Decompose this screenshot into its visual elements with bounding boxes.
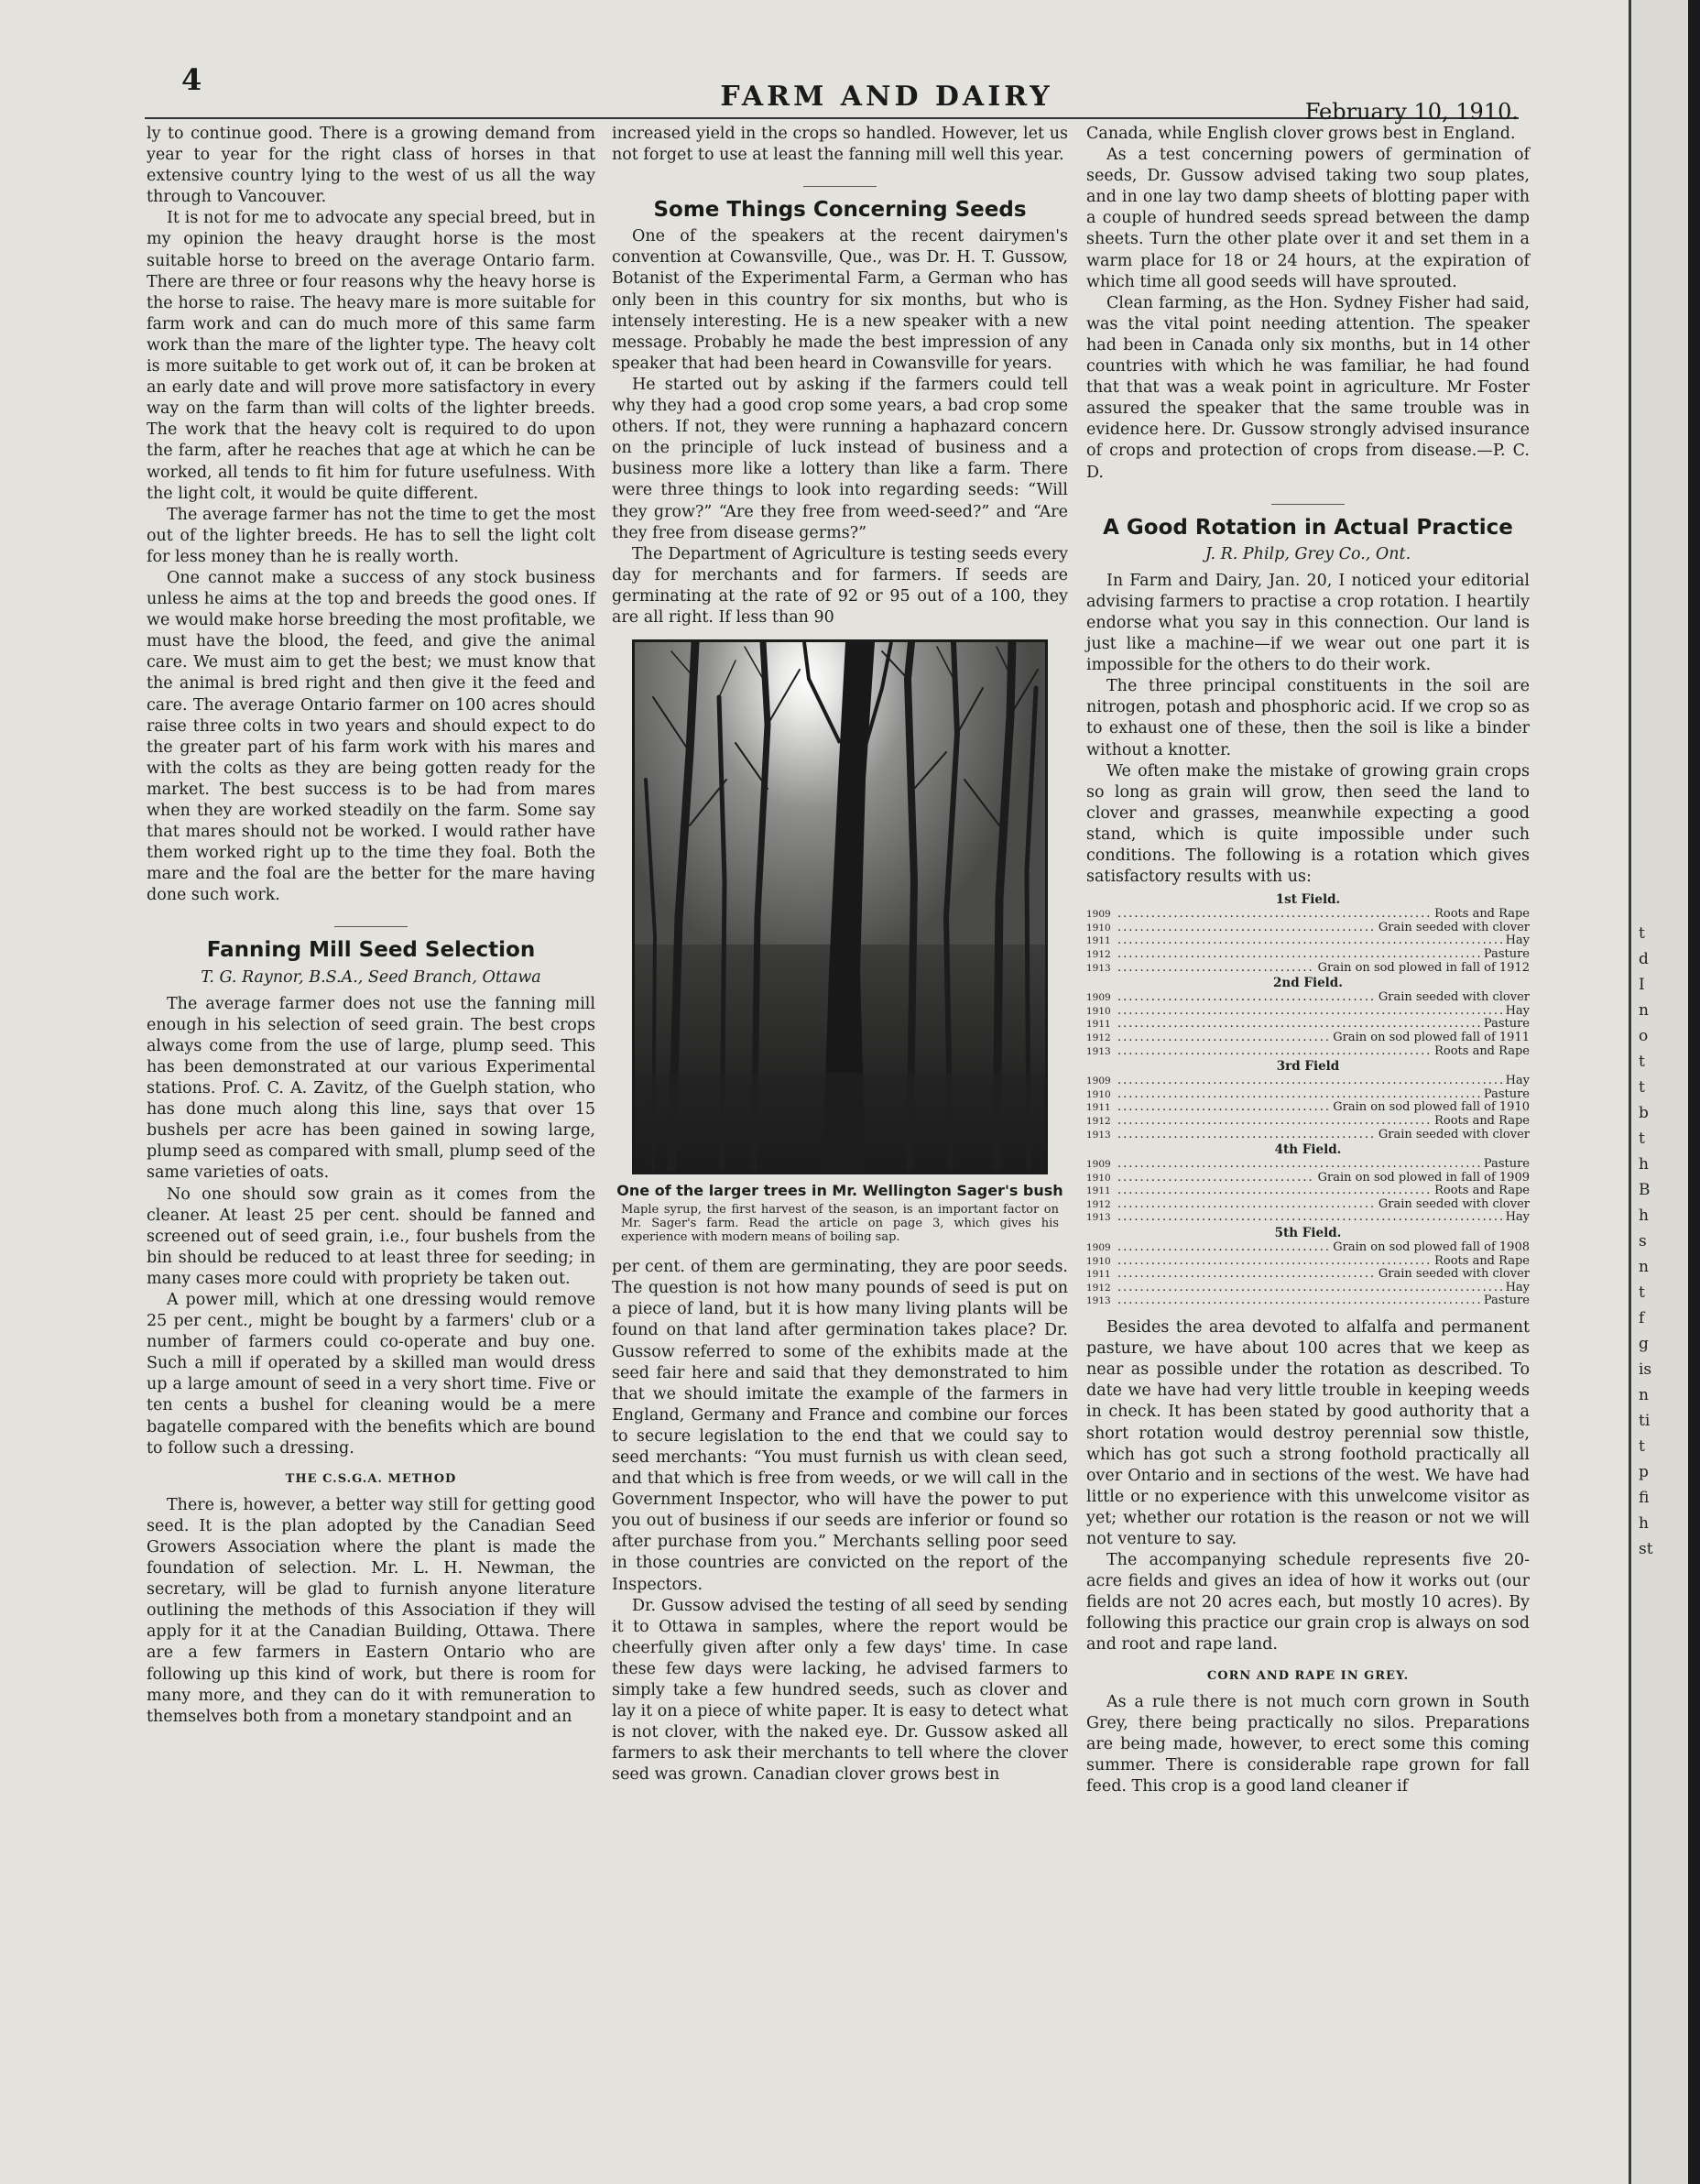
adjacent-page-text: f	[1639, 1309, 1645, 1327]
rotation-schedule	[1086, 891, 1530, 1308]
rotation-crop: Hay	[1505, 1003, 1530, 1018]
adjacent-page-text: fi	[1639, 1489, 1650, 1507]
article-title: A Good Rotation in Actual Practice	[1103, 515, 1513, 540]
adjacent-page-text: d	[1639, 950, 1649, 968]
rotation-year: 1910	[1086, 1088, 1111, 1100]
adjacent-page-text: o	[1639, 1027, 1649, 1045]
paragraph: It is not for me to advocate any special breed, but in my opinion the heavy draught horse is the most suitable horse to breed on the average Ontario farm. There are three or four reasons why the heavy horse is the horse to raise. The heavy mare is more suitable for farm work and can do much more of this same farm work than the mare of the lighter type. The heavy colt is more suitable to get work out of, it can be broken at an early date and will prove more satisfactory in every way on the farm than will colts of the lighter breeds. The work that the heavy colt is required to do upon the farm, after he reaches that age at which he can be worked, all tends to fit him for future usefulness. With the light colt, it would be quite different.	[147, 209, 595, 503]
rotation-row	[1086, 1075, 1530, 1088]
adjacent-page-text: t	[1639, 1053, 1645, 1071]
adjacent-page-text: p	[1639, 1463, 1649, 1481]
rotation-field-title: 5th Field.	[1274, 1226, 1342, 1241]
rotation-year: 1910	[1086, 1005, 1111, 1017]
rotation-crop: Grain seeded with clover	[1378, 1196, 1530, 1211]
tree-photo-image	[635, 642, 1045, 1172]
rotation-crop: Pasture	[1483, 946, 1530, 961]
page-number: 4	[181, 62, 202, 97]
paragraph: Dr. Gussow advised the testing of all seed by sending it to Ottawa in samples, where the report would be cheerfully given after only a few days' time. In case these few days were lacking, he advised farmers to simply take a few hundred seeds, such as clover and lay it on a piece of white paper. It is easy to detect what is not clover, with the naked eye. Dr. Gussow asked all farmers to ask their merchants to tell where the clover seed was grown. Canadian clover grows best in	[612, 1596, 1068, 1785]
dot-leader	[1117, 1282, 1503, 1295]
rotation-crop: Pasture	[1483, 1157, 1530, 1172]
rotation-crop: Grain on sod plowed fall of 1910	[1333, 1100, 1530, 1115]
dot-leader	[1117, 1075, 1503, 1088]
dot-leader	[1117, 1045, 1432, 1059]
rotation-row	[1086, 948, 1530, 962]
adjacent-page-text: I	[1639, 976, 1645, 994]
rotation-year: 1909	[1086, 1242, 1111, 1254]
section-divider	[803, 186, 877, 187]
rotation-year: 1910	[1086, 1172, 1111, 1184]
rotation-field-title: 3rd Field	[1276, 1059, 1340, 1075]
rotation-crop: Roots and Rape	[1434, 1253, 1530, 1268]
rotation-year: 1912	[1086, 1032, 1111, 1043]
paragraph: The average farmer does not use the fanning mill enough in his selection of seed grain. The best crops always come from the use of large, plump seed. This has been demonstrated at our various Experimental stations. Prof. C. A. Zavitz, of the Guelph station, who has done much along this line, says that over 15 bushels per acre has been gained in sowing large, plump seed as compared with small, plump seed of the same varieties of oats.	[147, 994, 595, 1183]
dot-leader	[1117, 1198, 1376, 1212]
dot-leader	[1117, 908, 1432, 922]
rotation-year: 1911	[1086, 1269, 1111, 1281]
rotation-year: 1910	[1086, 922, 1111, 934]
rotation-year: 1912	[1086, 948, 1111, 960]
adjacent-page-text: ti	[1639, 1412, 1651, 1430]
paragraph: The Department of Agriculture is testing seeds every day for merchants and for farmers. If seeds are germinating at the rate of 92 or 95 out of a 100, they are all right. If less than 90	[612, 544, 1068, 627]
article-byline: T. G. Raynor, B.S.A., Seed Branch, Ottawa	[201, 967, 541, 987]
rotation-field-title: 2nd Field.	[1273, 976, 1343, 991]
rotation-row	[1086, 1185, 1530, 1198]
dot-leader	[1117, 1268, 1376, 1282]
rotation-row	[1086, 1255, 1530, 1269]
adjacent-page-text: h	[1639, 1207, 1649, 1225]
dot-leader	[1117, 991, 1376, 1005]
dot-leader	[1117, 1115, 1432, 1129]
rotation-crop: Pasture	[1483, 1017, 1530, 1032]
paragraph: Clean farming, as the Hon. Sydney Fisher had said, was the vital point needing attention. The speaker had been in Canada only six months, but in 14 other countries with which he was familiar, he had found that that was a weak point in agriculture. Mr Foster assured the speaker that the same trouble was in evidence here. Dr. Gussow strongly advised insurance of crops and protection of crops from disease.—P. C. D.	[1086, 293, 1530, 482]
adjacent-page-text: s	[1639, 1232, 1647, 1250]
rotation-crop: Grain on sod plowed in fall of 1912	[1317, 960, 1530, 975]
paragraph: We often make the mistake of growing grain crops so long as grain will grow, then seed the land to clover and grasses, meanwhile expecting a good stand, which is quite impossible under such conditions. The following is a rotation which gives satisfactory results with us:	[1086, 761, 1530, 887]
rotation-crop: Roots and Rape	[1434, 1113, 1530, 1128]
rotation-crop: Grain on sod plowed fall of 1911	[1333, 1030, 1530, 1044]
subheading: CORN AND RAPE IN GREY.	[1206, 1668, 1410, 1683]
article-byline: J. R. Philp, Grey Co., Ont.	[1204, 544, 1411, 563]
rotation-year: 1909	[1086, 909, 1111, 921]
rotation-crop: Roots and Rape	[1434, 1184, 1530, 1198]
adjacent-page-text: t	[1639, 1283, 1645, 1302]
adjacent-page-text: t	[1639, 1130, 1645, 1148]
adjacent-page-text: is	[1639, 1360, 1652, 1379]
paragraph: No one should sow grain as it comes from the cleaner. At least 25 per cent. should be fanned and screened out of seed grain, i.e., four bushels from the bin should be reduced to at least three for seeding; in many cases more could with propriety be taken out.	[147, 1185, 595, 1288]
rotation-row	[1086, 922, 1530, 935]
dot-leader	[1117, 922, 1376, 935]
rotation-year: 1912	[1086, 1282, 1111, 1294]
rotation-year: 1913	[1086, 962, 1111, 974]
rotation-crop: Hay	[1505, 1074, 1530, 1088]
forest-photo	[632, 639, 1048, 1174]
rotation-year: 1909	[1086, 1159, 1111, 1171]
paragraph: increased yield in the crops so handled. However, let us not forget to use at least the fanning mill well this year.	[612, 125, 1068, 165]
rotation-year: 1911	[1086, 935, 1111, 947]
article-title: Fanning Mill Seed Selection	[206, 938, 536, 963]
rotation-year: 1909	[1086, 1076, 1111, 1087]
adjacent-page-text: t	[1639, 1437, 1645, 1456]
rotation-year: 1911	[1086, 1185, 1111, 1197]
dot-leader	[1117, 1185, 1432, 1198]
rotation-crop: Grain seeded with clover	[1378, 990, 1530, 1005]
rotation-row	[1086, 1172, 1530, 1185]
rotation-year: 1913	[1086, 1295, 1111, 1307]
dot-leader	[1117, 1172, 1315, 1185]
dot-leader	[1117, 1241, 1330, 1255]
dot-leader	[1117, 1005, 1503, 1019]
rotation-row	[1086, 991, 1530, 1005]
rotation-row	[1086, 1294, 1530, 1308]
rotation-crop: Hay	[1505, 1280, 1530, 1294]
dot-leader	[1117, 934, 1503, 948]
masthead: FARM AND DAIRY	[720, 81, 1053, 113]
dot-leader	[1117, 1101, 1330, 1115]
rotation-year: 1912	[1086, 1198, 1111, 1210]
rotation-row	[1086, 934, 1530, 948]
paragraph: One of the speakers at the recent dairymen's convention at Cowansville, Que., was Dr. H. T. Gussow, Botanist of the Experimental Farm, a German who has only been in this country for six months, but who is intensely interesting. He is a new speaker with a new message. Probably he made the best impression of any speaker that had been heard in Cowansville for years.	[612, 227, 1068, 373]
adjacent-page-text: n	[1639, 1001, 1649, 1020]
rotation-row	[1086, 1282, 1530, 1295]
rotation-year: 1913	[1086, 1212, 1111, 1224]
rotation-row	[1086, 1018, 1530, 1032]
rotation-crop: Grain seeded with clover	[1378, 920, 1530, 934]
photo-caption-title: One of the larger trees in Mr. Wellington Sager's bush	[616, 1182, 1063, 1200]
rotation-crop: Hay	[1505, 934, 1530, 948]
paragraph: A power mill, which at one dressing would remove 25 per cent., might be bought by a farmers' club or a number of farmers could co-operate and buy one. Such a mill if operated by a skilled man would dress up a large amount of seed in a very short time. Five or ten cents a bushel for cleaning would be a mere bagatelle compared with the benefits which are bound to follow such a dressing.	[147, 1290, 595, 1458]
rotation-year: 1911	[1086, 1102, 1111, 1114]
issue-date: February 10, 1910.	[1304, 99, 1519, 125]
rotation-crop: Roots and Rape	[1434, 1043, 1530, 1058]
rotation-row	[1086, 1198, 1530, 1212]
article-title: Some Things Concerning Seeds	[653, 198, 1027, 223]
paragraph: There is, however, a better way still for getting good seed. It is the plan adopted by the Canadian Seed Growers Association where the plant is made the foundation of selection. Mr. L. H. Newman, the secretary, will be glad to furnish anyone literature outlining the methods of this Association if they will apply for it at the Canadian Building, Ottawa. There are a few farmers in Eastern Ontario who are following up this kind of work, but there is room for many more, and they can do it with remuneration to themselves both from a monetary standpoint and an	[147, 1495, 595, 1726]
adjacent-page-text: st	[1639, 1540, 1653, 1558]
paragraph: The three principal constituents in the soil are nitrogen, potash and phosphoric acid. If we crop so as to exhaust one of these, then the soil is like a binder without a knotter.	[1086, 677, 1530, 759]
column-2	[612, 124, 1068, 1786]
paragraph: As a rule there is not much corn grown in South Grey, there being practically no silos. Preparations are being made, however, to erect some this coming summer. There is considerable rape grown for fall feed. This crop is a good land cleaner if	[1086, 1692, 1530, 1796]
adjacent-page-text: n	[1639, 1386, 1649, 1404]
paragraph: per cent. of them are germinating, they are poor seeds. The question is not how many pounds of seed is put on a piece of land, but it is how many living plants will be found on that land after germination takes place? Dr. Gussow referred to some of the exhibits made at the seed fair here and said that they demonstrated to him that we should imitate the example of the farmers in England, Germany and France and combine our forces to secure legislation to the end that we could say to seed merchants: “You must furnish us with clean seed, and that which is free from weeds, or we will call in the Government Inspector, who will have the power to put you out of business if our seeds are inferior or found so after purchase from you.” Merchants selling poor seed in those countries are convicted on the report of the Inspectors.	[612, 1258, 1068, 1594]
scan-border	[1688, 0, 1700, 2184]
rotation-row	[1086, 908, 1530, 922]
paragraph: As a test concerning powers of germination of seeds, Dr. Gussow advised taking two soup plates, and in one lay two damp sheets of blotting paper with a couple of hundred seeds spread between the damp sheets. Turn the other plate over it and set them in a warm place for 18 or 24 hours, at the expiration of which time all good seeds will have sprouted.	[1086, 146, 1530, 291]
rotation-crop: Grain seeded with clover	[1378, 1127, 1530, 1141]
adjacent-page-text: B	[1639, 1181, 1651, 1199]
paragraph: Besides the area devoted to alfalfa and permanent pasture, we have about 100 acres that we keep as near as possible under the rotation as described. To date we have had very little trouble in keeping weeds in check. It has been stated by good authority that a short rotation would destroy perennial sow thistle, which has got such a strong foothold practically all over Ontario and in sections of the west. We have had little or no experience with this unwelcome visitor as yet; whether our rotation is the reason or not we will not venture to say.	[1086, 1318, 1530, 1548]
rotation-field-title: 4th Field.	[1274, 1142, 1342, 1158]
rotation-year: 1912	[1086, 1115, 1111, 1127]
rotation-year: 1909	[1086, 992, 1111, 1004]
rotation-row	[1086, 1129, 1530, 1142]
dot-leader	[1117, 1255, 1432, 1269]
adjacent-page-text: h	[1639, 1514, 1649, 1533]
rotation-row	[1086, 962, 1530, 976]
rotation-crop: Grain seeded with clover	[1378, 1267, 1530, 1282]
dot-leader	[1117, 1018, 1481, 1032]
subheading: THE C.S.G.A. METHOD	[285, 1471, 457, 1486]
section-divider	[1271, 504, 1345, 505]
dot-leader	[1117, 1032, 1330, 1045]
paragraph: The accompanying schedule represents five 20-acre fields and gives an idea of how it works out (our fields are not 20 acres each, but mostly 10 acres). By following this practice our grain crop is always on sod and root and rape land.	[1086, 1551, 1530, 1654]
rotation-row	[1086, 1005, 1530, 1019]
rotation-crop: Roots and Rape	[1434, 907, 1530, 922]
dot-leader	[1117, 1211, 1503, 1225]
adjacent-page-text: n	[1639, 1258, 1649, 1276]
rotation-row	[1086, 1101, 1530, 1115]
paragraph: Canada, while English clover grows best in England.	[1086, 125, 1516, 143]
rotation-row	[1086, 1088, 1530, 1102]
rotation-crop: Grain on sod plowed in fall of 1909	[1317, 1170, 1530, 1185]
paragraph: He started out by asking if the farmers could tell why they had a good crop some years, a bad crop some others. If not, they were running a haphazard concern on the principle of luck instead of business and a business more like a lottery than like a farm. There were three things to look into regarding seeds: “Will they grow?” “Are they free from weed-seed?” and “Are they free from disease germs?”	[612, 375, 1068, 542]
rotation-year: 1913	[1086, 1129, 1111, 1141]
rotation-row	[1086, 1032, 1530, 1045]
adjacent-page-text: t	[1639, 1078, 1645, 1097]
paragraph: One cannot make a success of any stock business unless he aims at the top and breeds the good ones. If we would make horse breeding the most profitable, we must have the blood, the feed, and give the animal care. We must aim to get the best; we must know that the animal is bred right and then give it the feed and care. The average Ontario farmer on 100 acres should raise three colts in two years and should expect to do the greater part of his farm work with his mares and with the colts as they are being gotten ready for the market. The best success is to be had from mares when they are worked steadily on the farm. Some say that mares should not be worked. I would rather have them worked right up to the time they foal. Both the mare and the foal are the better for the mare having done such work.	[147, 568, 595, 905]
rotation-row	[1086, 1158, 1530, 1172]
paragraph: In Farm and Dairy, Jan. 20, I noticed your editorial advising farmers to practise a crop rotation. I heartily endorse what you say in this connection. Our land is just like a machine—if we wear out one part it is impossible for the others to do their work.	[1086, 571, 1530, 675]
dot-leader	[1117, 962, 1315, 976]
adjacent-page-text: t	[1639, 924, 1645, 943]
adjacent-page-text: g	[1639, 1335, 1649, 1353]
photo-caption-body: Maple syrup, the first harvest of the season, is an important factor on Mr. Sager's farm. Read the article on page 3, which gives his experience with modern means of boiling sap.	[621, 1203, 1059, 1245]
rotation-crop: Pasture	[1483, 1294, 1530, 1308]
dot-leader	[1117, 948, 1481, 962]
rotation-row	[1086, 1045, 1530, 1059]
column-3	[1086, 124, 1530, 1797]
adjacent-page-text: h	[1639, 1155, 1649, 1174]
paragraph: The average farmer has not the time to get the most out of the lighter breeds. He has to sell the light colt for less money than he is really worth.	[147, 505, 595, 566]
dot-leader	[1117, 1158, 1481, 1172]
rotation-row	[1086, 1211, 1530, 1225]
dot-leader	[1117, 1129, 1376, 1142]
rotation-row	[1086, 1115, 1530, 1129]
rotation-crop: Hay	[1505, 1210, 1530, 1225]
rotation-field-title: 1st Field.	[1275, 892, 1341, 908]
rotation-year: 1913	[1086, 1045, 1111, 1057]
dot-leader	[1117, 1088, 1481, 1102]
rotation-year: 1910	[1086, 1255, 1111, 1267]
adjacent-page-text: b	[1639, 1104, 1649, 1122]
rotation-year: 1911	[1086, 1019, 1111, 1031]
rotation-crop: Grain on sod plowed fall of 1908	[1333, 1240, 1530, 1255]
rotation-row	[1086, 1241, 1530, 1255]
column-1	[147, 124, 595, 1728]
section-divider	[334, 926, 408, 927]
rotation-row	[1086, 1268, 1530, 1282]
rotation-crop: Pasture	[1483, 1087, 1530, 1101]
dot-leader	[1117, 1294, 1481, 1308]
running-header	[145, 62, 1519, 125]
paragraph: ly to continue good. There is a growing demand from year to year for the right class of horses in that extensive country lying to the west of us all the way through to Vancouver.	[147, 125, 595, 207]
